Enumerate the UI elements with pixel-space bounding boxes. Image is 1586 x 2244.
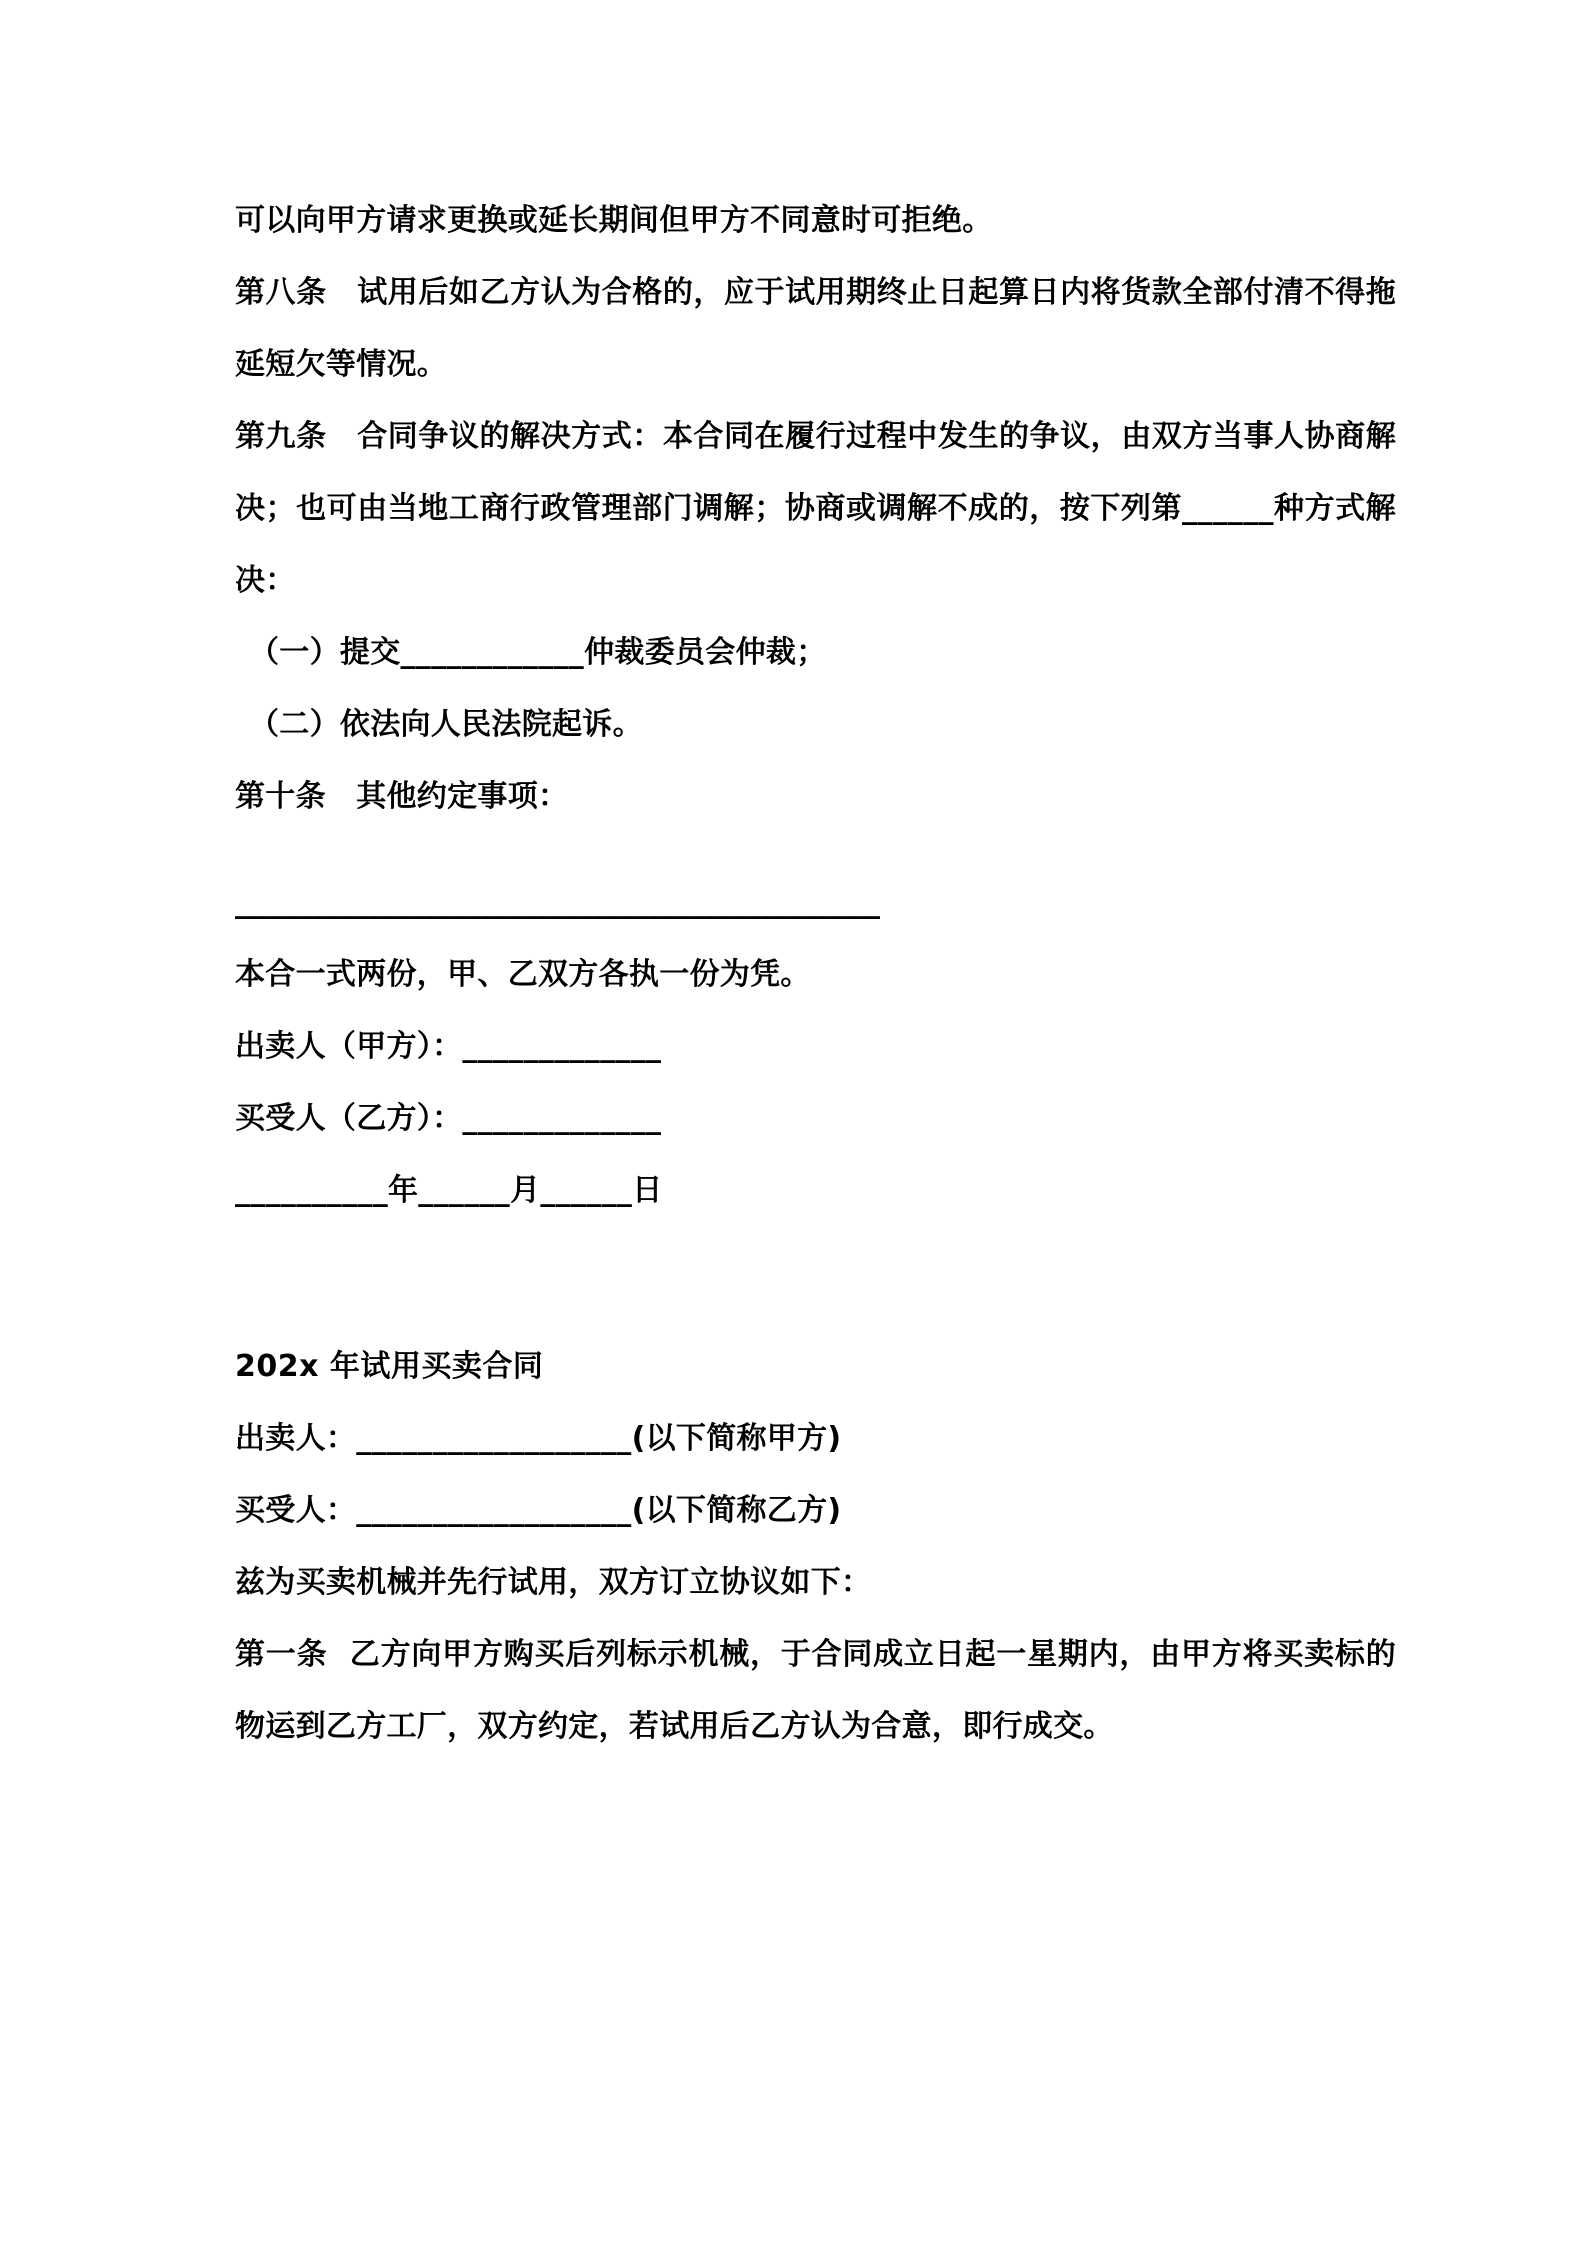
- section-two-preamble: 兹为买卖机械并先行试用，双方订立协议如下：: [235, 1565, 872, 1600]
- document-body: [235, 185, 1396, 1763]
- signature-line-seller: 出卖人（甲方）：_____________: [235, 1029, 662, 1064]
- section-break-spacer: [235, 1227, 1396, 1331]
- section-two-buyer-line: 买受人：__________________(以下简称乙方): [235, 1493, 842, 1528]
- section-two-seller-line: 出卖人：__________________(以下简称甲方): [235, 1421, 842, 1456]
- signature-line-buyer: 买受人（乙方）：_____________: [235, 1101, 662, 1136]
- section-two-title: 202x 年试用买卖合同: [235, 1349, 544, 1384]
- paragraph-clause-nine-item-1: （一）提交____________仲裁委员会仲裁；: [249, 635, 827, 670]
- fill-in-blank-divider: ______________________________________________: [235, 885, 879, 920]
- paragraph-clause-eight: 第八条 试用后如乙方认为合格的，应于试用期终止日起算日内将货款全部付清不得拖延短欠等情况。: [235, 275, 1396, 382]
- paragraph-clause-ten: 第十条 其他约定事项：: [235, 779, 569, 814]
- paragraph-copies-statement: 本合一式两份，甲、乙双方各执一份为凭。: [235, 957, 811, 992]
- blank-spacer-after-clause-ten: [235, 833, 1396, 867]
- paragraph-clause-nine-item-2: （二）依法向人民法院起诉。: [249, 707, 643, 742]
- signature-line-date: __________年______月______日: [235, 1173, 663, 1208]
- section-two-clause-one: 第一条 乙方向甲方购买后列标示机械，于合同成立日起一星期内，由甲方将买卖标的物运到乙方工厂，双方约定，若试用后乙方认为合意，即行成交。: [235, 1637, 1396, 1744]
- paragraph-clause-continued: 可以向甲方请求更换或延长期间但甲方不同意时可拒绝。: [235, 203, 993, 238]
- paragraph-clause-nine: 第九条 合同争议的解决方式：本合同在履行过程中发生的争议，由双方当事人协商解决；也可由当地工商行政管理部门调解；协商或调解不成的，按下列第______种方式解决：: [235, 419, 1396, 598]
